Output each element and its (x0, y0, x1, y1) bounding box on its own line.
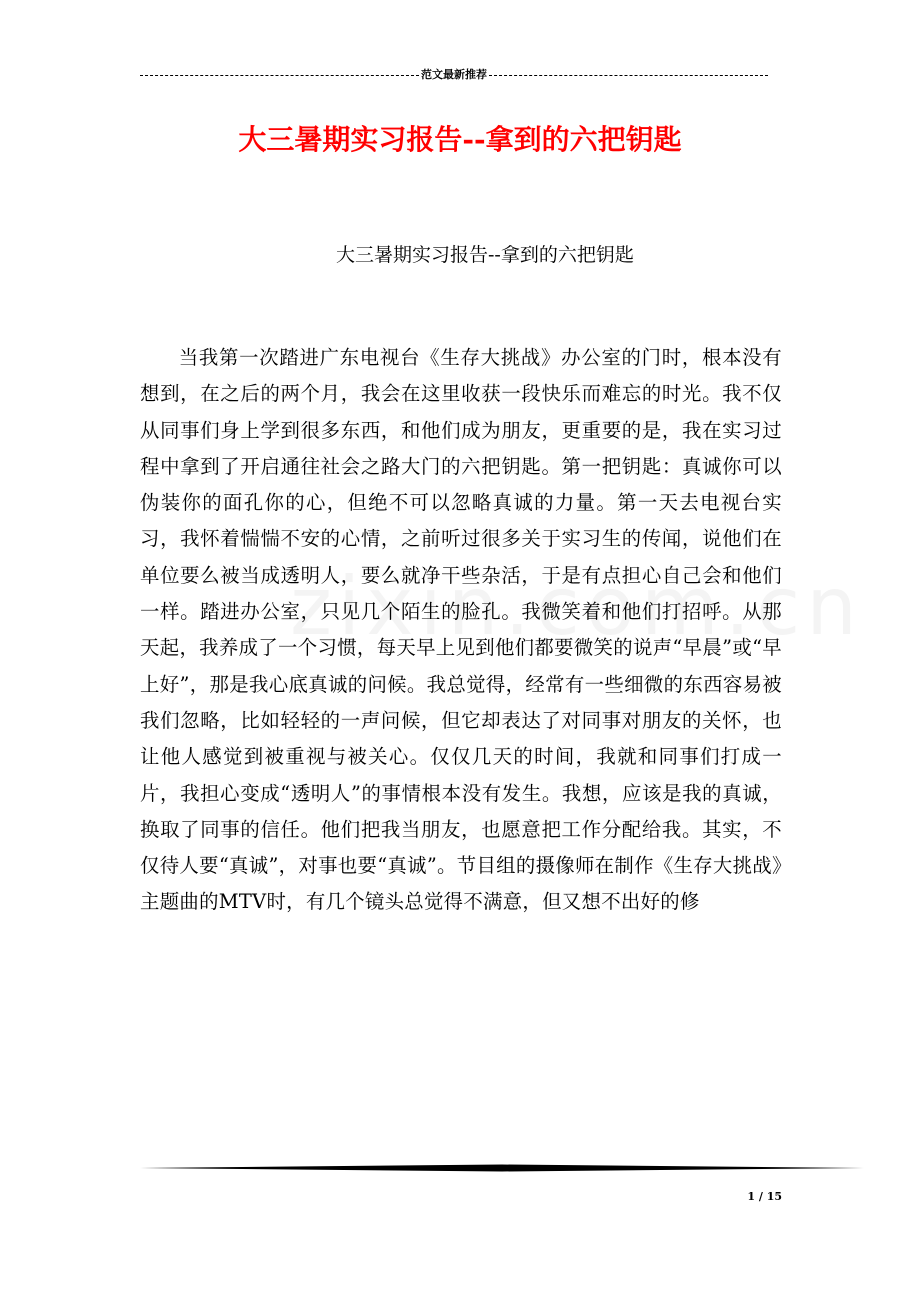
page-number: 1 / 15 (747, 1190, 782, 1203)
body-paragraph: 当我第一次踏进广东电视台《生存大挑战》办公室的门时，根本没有想到，在之后的两个月，我会在这里收获一段快乐而难忘的时光。我不仅从同事们身上学到很多东西，和他们成为朋友，更重要的是，我在实习过程中拿到了开启通往社会之路大门的六把钥匙。第一把钥匙：真诚你可以伪装你的面孔你的心，但绝不可以忽略真诚的力量。第一天去电视台实习，我怀着惴惴不安的心情，之前听过很多关于实习生的传闻，说他们在单位要么被当成透明人，要么就净干些杂活，于是有点担心自己会和他们一样。踏进办公室，只见几个陌生的脸孔。我微笑着和他们打招呼。从那天起，我养成了一个习惯，每天早上见到他们都要微笑的说声“早晨”或“早上好”，那是我心底真诚的问候。我总觉得，经常有一些细微的东西容易被我们忽略，比如轻轻的一声问候，但它却表达了对同事对朋友的关怀，也让他人感觉到被重视与被关心。仅仅几天的时间，我就和同事们打成一片，我担心变成“透明人”的事情根本没有发生。我想，应该是我的真诚，换取了同事的信任。他们把我当朋友，也愿意把工作分配给我。其实，不仅待人要“真诚”，对事也要“真诚”。节目组的摄像师在制作《生存大挑战》主题曲的MTV时，有几个镜头总觉得不满意，但又想不出好的修 (140, 346, 782, 914)
header-dash-right (489, 75, 768, 76)
header-dash-left (140, 75, 419, 76)
header-label: 范文最新推荐 (421, 68, 487, 81)
document-title: 大三暑期实习报告--拿到的六把钥匙 (238, 123, 682, 156)
document-subtitle: 大三暑期实习报告--拿到的六把钥匙 (336, 244, 634, 266)
header-rule (140, 68, 768, 82)
footer-rule (140, 1164, 864, 1172)
